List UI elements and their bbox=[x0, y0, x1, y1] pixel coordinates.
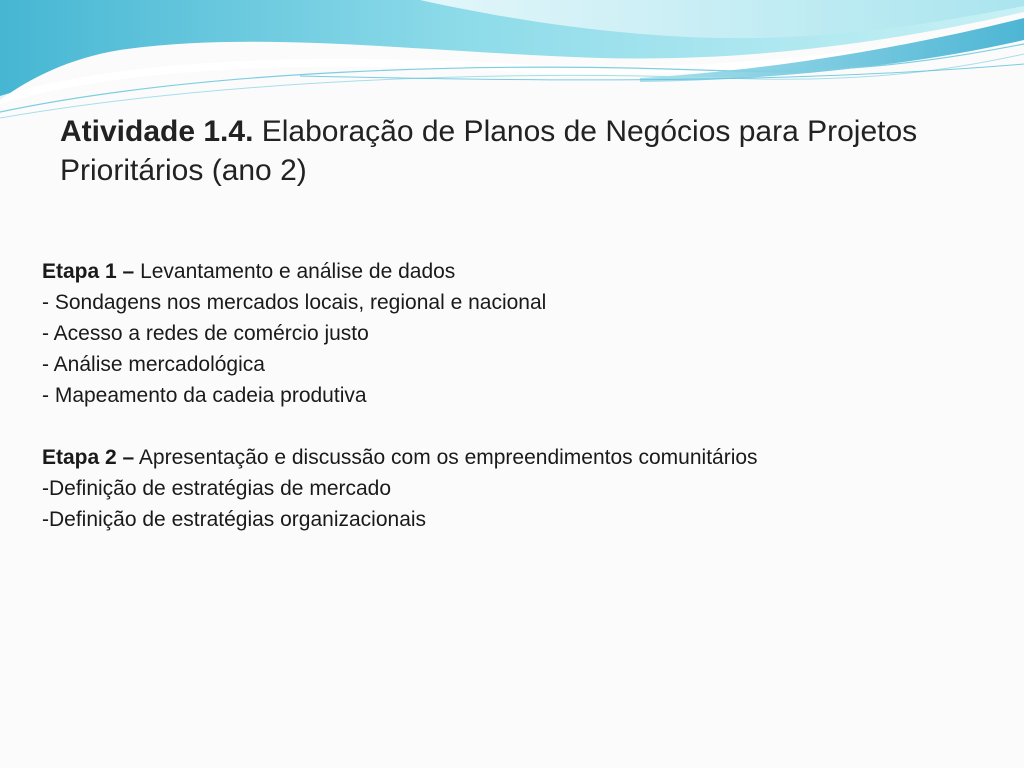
stage-2-heading bbox=[42, 442, 992, 473]
stage-2 bbox=[42, 442, 992, 535]
list-item: - Acesso a redes de comércio justo bbox=[42, 322, 369, 345]
title-bold: Atividade 1.4. bbox=[60, 115, 254, 148]
wave-decoration bbox=[0, 0, 1024, 130]
stage-1-label: Etapa 1 – bbox=[42, 260, 135, 283]
list-item: -Definição de estratégias organizacionais bbox=[42, 508, 427, 531]
stage-2-label: Etapa 2 – bbox=[42, 446, 135, 469]
stage-2-title: Apresentação e discussão com os empreendimentos comunitários bbox=[138, 446, 758, 469]
stage-1 bbox=[42, 256, 992, 411]
slide-title bbox=[60, 112, 980, 190]
list-item: - Análise mercadológica bbox=[42, 353, 265, 376]
slide-body bbox=[42, 256, 992, 535]
list-item: - Mapeamento da cadeia produtiva bbox=[42, 384, 367, 407]
stage-1-heading bbox=[42, 256, 992, 287]
stage-1-title: Levantamento e análise de dados bbox=[140, 260, 456, 283]
title-text: Elaboração de Planos de Negócios para Projetos Prioritários (ano 2) bbox=[60, 115, 918, 187]
list-item: -Definição de estratégias de mercado bbox=[42, 477, 392, 500]
list-item: - Sondagens nos mercados locais, regional e nacional bbox=[42, 291, 547, 314]
